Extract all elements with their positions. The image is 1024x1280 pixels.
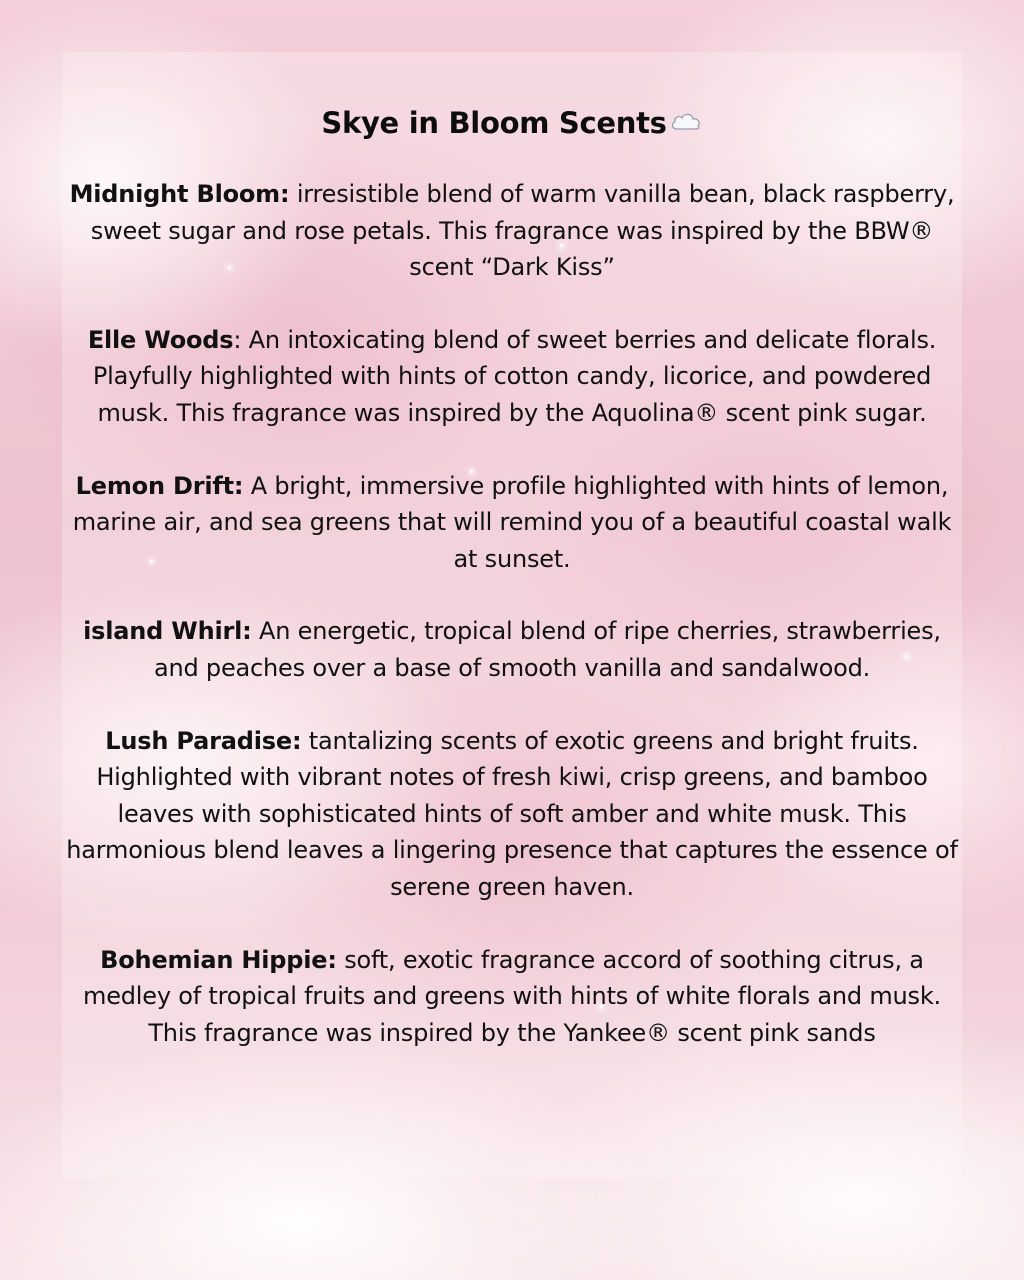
scent-description: soft, exotic fragrance accord of soothing citrus, a medley of tropical fruits and greens with hints of white florals and musk. This fragrance was inspired by the Yankee® scent pink sands [83, 945, 941, 1047]
scent-entry-bohemian-hippie [62, 942, 962, 1052]
scent-entry-elle-woods [62, 322, 962, 432]
scent-description: : An intoxicating blend of sweet berries and delicate florals. Playfully highlighted with hints of cotton candy, licorice, and powdered musk. This fragrance was inspired by the Aquolina® scent pink sugar. [92, 325, 937, 427]
scent-entry-island-whirl [62, 613, 962, 686]
scent-description: A bright, immersive profile highlighted with hints of lemon, marine air, and sea greens that will remind you of a beautiful coastal walk at sunset. [72, 471, 952, 573]
scent-name: Midnight Bloom: [69, 180, 290, 208]
scent-entry-lush-paradise [62, 723, 962, 906]
scent-description: tantalizing scents of exotic greens and bright fruits. Highlighted with vibrant notes of fresh kiwi, crisp greens, and bamboo leaves with sophisticated hints of soft amber and white musk. This harmonious blend leaves a lingering presence that captures the essence of serene green haven. [66, 726, 958, 901]
scent-entry-lemon-drift [62, 468, 962, 578]
scent-name: island Whirl: [83, 617, 252, 646]
scent-description: An energetic, tropical blend of ripe cherries, strawberries, and peaches over a base of smooth vanilla and sandalwood. [153, 617, 941, 682]
scent-entry-midnight-bloom [62, 176, 962, 286]
page-title-text: Skye in Bloom Scents [321, 106, 667, 140]
scent-name: Lemon Drift: [75, 471, 244, 500]
cloud-icon [669, 99, 703, 145]
scent-description: irresistible blend of warm vanilla bean, black raspberry, sweet sugar and rose petals. This fragrance was inspired by the BBW® scent “Dark Kiss” [90, 180, 955, 282]
scent-name: Elle Woods [87, 325, 234, 354]
scent-list-document [62, 100, 962, 1051]
page-title [62, 100, 962, 146]
scent-name: Lush Paradise: [105, 726, 302, 755]
scent-name: Bohemian Hippie: [100, 945, 337, 974]
